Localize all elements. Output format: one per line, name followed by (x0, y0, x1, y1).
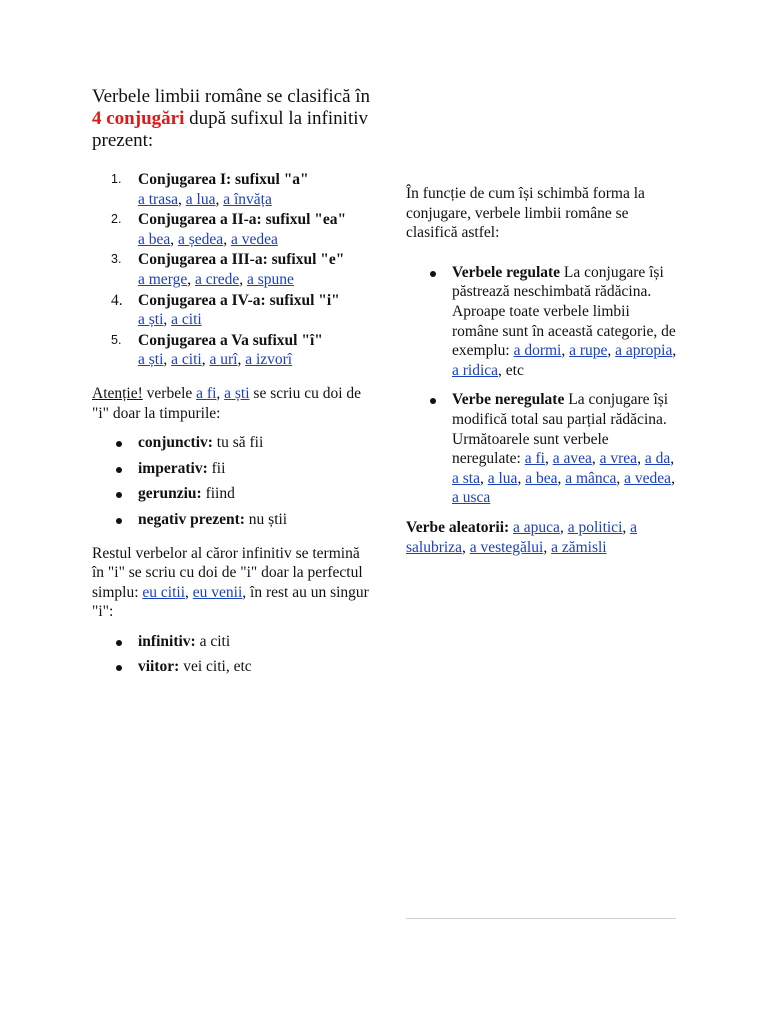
conjugation-title: Conjugarea a Va sufixul "î" (138, 331, 323, 349)
divider-line (406, 918, 676, 919)
verb-link[interactable]: a vrea (599, 450, 638, 468)
verb-link[interactable]: eu citii (142, 583, 186, 601)
verb-type-term: Verbele regulate (452, 263, 561, 281)
tense-value: tu să fii (212, 434, 264, 452)
verb-link[interactable]: a vedea (624, 469, 672, 487)
verb-link[interactable]: a ști (224, 384, 250, 402)
tense-item (92, 657, 372, 677)
tense-item (92, 510, 372, 530)
right-column (406, 184, 678, 557)
verb-link[interactable]: a salubriza (406, 518, 638, 556)
example-link[interactable]: a merge (138, 270, 188, 288)
tense-value: a citi (195, 632, 231, 650)
example-link[interactable]: a trasa (138, 190, 179, 208)
tense-value: nu știi (244, 510, 288, 528)
list-number: 3. (111, 252, 122, 267)
intro-text-end: după sufixul la infinitiv prezent: (92, 108, 369, 151)
attention-paragraph (92, 384, 372, 423)
example-link[interactable]: a lua (185, 190, 216, 208)
list-number: 5. (111, 332, 122, 347)
verb-link[interactable]: a avea (552, 450, 592, 468)
example-link[interactable]: a spune (247, 270, 294, 288)
intro-paragraph (92, 86, 372, 152)
bullet-icon (430, 271, 436, 277)
tense-value: fii (207, 459, 226, 477)
verb-link[interactable]: a vestegălui (469, 538, 544, 556)
tense-term: imperativ: (138, 459, 208, 477)
attention-text: verbele (142, 384, 197, 402)
list-number: 4. (111, 291, 123, 309)
verb-type-tail: , etc (498, 361, 524, 379)
verb-link[interactable]: a da (644, 450, 671, 468)
separator: , (185, 583, 193, 601)
tense-term: conjunctiv: (138, 434, 213, 452)
example-link[interactable]: a citi (171, 311, 202, 329)
bullet-icon (430, 398, 436, 404)
verb-link[interactable]: a fi (524, 450, 545, 468)
tense-term: viitor: (138, 658, 180, 676)
verb-link[interactable]: a apropia (615, 342, 673, 360)
attention-text-end: se scriu cu doi de "i" doar la timpurile: (92, 384, 362, 422)
verb-type-term: Verbe neregulate (452, 391, 565, 409)
verb-link[interactable]: a rupe (569, 342, 608, 360)
verb-type-text: La conjugare își modifică total sau parțial rădăcina. Următoarele sunt verbele neregulate: (452, 391, 669, 468)
tense-list (92, 433, 372, 529)
bullet-icon (116, 492, 122, 498)
example-link[interactable]: a urî (209, 351, 238, 369)
conjugation-title: Conjugarea a II-a: sufixul "ea" (138, 211, 347, 229)
example-link[interactable]: a învăța (223, 190, 272, 208)
tense-term: gerunziu: (138, 485, 202, 503)
conjugation-item: 3. Conjugarea a III-a: sufixul "e" a merge, a crede, a spune (111, 251, 345, 288)
verb-link[interactable]: a ridica (452, 361, 499, 379)
tense-list (92, 632, 372, 677)
verb-link[interactable]: a usca (452, 489, 491, 507)
tense-term: negativ prezent: (138, 510, 245, 528)
tense-item (92, 484, 372, 504)
verb-link[interactable]: a sta (452, 469, 480, 487)
example-link[interactable]: a ședea (178, 230, 224, 248)
left-column (92, 86, 372, 683)
verb-link[interactable]: a mânca (565, 469, 617, 487)
verb-type-list (406, 263, 678, 508)
conjugation-list (92, 170, 372, 370)
intro-text: Verbele limbii române se clasifică în (92, 86, 371, 107)
tense-value: fiind (201, 485, 235, 503)
bullet-icon (116, 518, 122, 524)
conjugation-title: Conjugarea a III-a: sufixul "e" (138, 251, 345, 269)
verb-link[interactable]: a fi (196, 384, 217, 402)
conjugation-item: 2. Conjugarea a II-a: sufixul "ea" a bea, a ședea, a vedea (111, 211, 347, 248)
example-link[interactable]: a crede (194, 270, 240, 288)
verb-link[interactable]: eu venii (192, 583, 243, 601)
attention-label: Atenție! (92, 384, 143, 402)
separator: , (216, 384, 225, 402)
example-link[interactable]: a vedea (230, 230, 278, 248)
example-link[interactable]: a izvorî (245, 351, 293, 369)
rest-text-end: , în rest au un singur "i": (92, 583, 369, 621)
bullet-icon (116, 467, 122, 473)
random-verbs-paragraph: Verbe aleatorii: a apuca, a politici, a salubriza, a vestegălui, a zămisli (406, 518, 638, 556)
right-intro: În funcție de cum își schimbă forma la conjugare, verbele limbii române se clasifică astfel: (406, 185, 645, 242)
example-link[interactable]: a bea (138, 230, 171, 248)
verb-type-text: La conjugare își păstrează neschimbată rădăcina. Aproape toate verbele limbii române sunt în această categorie, de exemplu: (452, 263, 676, 360)
example-link[interactable]: a ști (138, 311, 164, 329)
conjugation-title: Conjugarea I: sufixul "a" (138, 171, 309, 188)
tense-item (92, 632, 372, 652)
conjugation-title: Conjugarea a IV-a: sufixul "i" (138, 291, 340, 309)
random-verbs-term: Verbe aleatorii: (406, 518, 510, 536)
bullet-icon (116, 640, 122, 646)
tense-item (92, 459, 372, 479)
rest-paragraph (92, 544, 372, 622)
verb-type-irregular: Verbe neregulate La conjugare își modifică total sau parțial rădăcina. Următoarele sunt verbele neregulate: a fi, a avea, a vrea, a da, a sta, a lua, a bea, a mânca, a vedea, a usca (406, 390, 678, 508)
list-number: 1. (111, 172, 122, 186)
verb-link[interactable]: a bea (525, 469, 558, 487)
tense-item (92, 433, 372, 453)
verb-link[interactable]: a politici (567, 518, 623, 536)
bullet-icon (116, 665, 122, 671)
conjugation-count: 4 conjugări (92, 108, 185, 129)
tense-term: infinitiv: (138, 632, 196, 650)
tense-value: vei citi, etc (179, 658, 252, 676)
verb-link[interactable]: a apuca (513, 518, 560, 536)
conjugation-item: 4. Conjugarea a IV-a: sufixul "i" a ști, a citi (111, 291, 340, 329)
example-link[interactable]: a citi (171, 351, 202, 369)
verb-link[interactable]: a dormi (513, 342, 562, 360)
conjugation-item: 1. Conjugarea I: sufixul "a" a trasa, a lua, a învăța (111, 171, 309, 208)
verb-type-regular: Verbele regulate La conjugare își păstrează neschimbată rădăcina. Aproape toate verbele limbii române sunt în această categorie, de exemplu: a dormi, a rupe, a apropia, a ridica, etc (406, 263, 678, 381)
verb-link[interactable]: a lua (487, 469, 518, 487)
verb-link[interactable]: a zămisli (551, 538, 607, 556)
conjugation-item: 5. Conjugarea a Va sufixul "î" a ști, a citi, a urî, a izvorî (111, 331, 323, 369)
bullet-icon (116, 441, 122, 447)
example-link[interactable]: a ști (138, 351, 164, 369)
rest-text: Restul verbelor al căror infinitiv se termină în "i" se scriu cu doi de "i" doar la perfectul simplu: (92, 544, 363, 601)
list-number: 2. (111, 212, 122, 227)
